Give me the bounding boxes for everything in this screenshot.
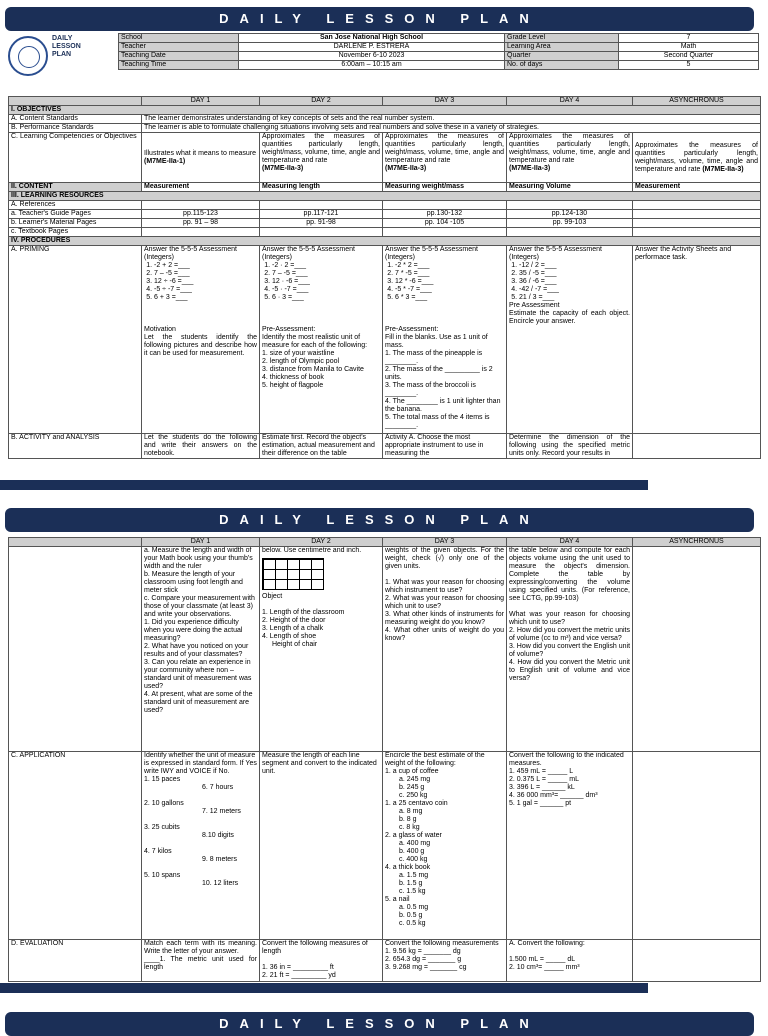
lm-day1: pp. 91 – 98 (142, 219, 260, 228)
content-heading: II. CONTENT (9, 183, 142, 192)
day-header-4-p2: DAY 4 (507, 538, 633, 547)
deped-seal-icon (8, 36, 48, 76)
tg-day4: pp.124-130 (507, 210, 633, 219)
day-header-async: ASYNCHRONUS (633, 97, 761, 106)
day-header-1: DAY 1 (142, 97, 260, 106)
procedures-heading: IV. PROCEDURES (9, 237, 761, 246)
activity-day1: Let the students do the following and write their answers on the notebook. (142, 434, 260, 459)
content-day4: Measuring Volume (507, 183, 633, 192)
application-day2: Measure the length of each line segment and convert to the indicated unit. (260, 752, 383, 940)
content-async: Measurement (633, 183, 761, 192)
school-value: San Jose National High School (239, 34, 505, 43)
resources-heading: III. LEARNING RESOURCES (9, 192, 761, 201)
content-day3: Measuring weight/mass (383, 183, 507, 192)
page-divider-2 (0, 983, 648, 993)
activity-cont-day2: below. Use centimetre and inch. Object 1. Length of the classroom 2. Height of the door 3. Length of a chalk 4. Length of shoe Height of chair (260, 547, 383, 752)
corner-cell (9, 97, 142, 106)
days-value: 5 (619, 61, 759, 70)
activity-label: B. ACTIVITY and ANALYSIS (9, 434, 142, 459)
priming-day3: Answer the 5-5-5 Assessment (Integers) 1. -2 * 2 =___ 2. 7 * -5 =___ 3. 12 * -6 =___ 4. -5 * -7 =___ 5. 6 * 3 =___ Pre-Assessment: Fill in the blanks. Use as 1 unit of mass. 1. The mass of the pineapple is ________. 2. The mass of the _________ is 2 units. 3. The mass of the broccoli is ________. 4. The ________ is 1 unit lighter than the banana. 5. The total mass of the 4 items is ________. (383, 246, 507, 434)
page-banner-3: DAILY LESSON PLAN (5, 1012, 754, 1036)
day-header-async-p2: ASYNCHRONUS (633, 538, 761, 547)
page-divider-1 (0, 480, 648, 490)
performance-standards-label: B. Performance Standards (9, 124, 142, 133)
competency-day4: Approximates the measures of quantities particularly length, weight/mass, volume, time, angle and temperature and rate (M7ME-IIa-3) (507, 133, 633, 183)
activity-day2: Estimate first. Record the object's estimation, actual measurement and their difference on the table (260, 434, 383, 459)
tg-day3: pp.130-132 (383, 210, 507, 219)
day-header-2-p2: DAY 2 (260, 538, 383, 547)
grade-value: 7 (619, 34, 759, 43)
evaluation-day4: A. Convert the following: 1.500 mL = _____ dL 2. 10 cm³= _____ mm³ (507, 940, 633, 982)
page-banner-2: DAILY LESSON PLAN (5, 508, 754, 532)
date-value: November 6-10 2023 (239, 52, 505, 61)
evaluation-label: D. EVALUATION (9, 940, 142, 982)
day-header-4: DAY 4 (507, 97, 633, 106)
tg-label: a. Teacher's Guide Pages (9, 210, 142, 219)
lm-day2: pp. 91-98 (260, 219, 383, 228)
application-day3: Encircle the best estimate of the weight of the following: 1. a cup of coffee a. 245 mg b. 245 g c. 250 kg 1. a 25 centavo coin a. 8 mg b. 8 g c. 8 kg 2. a glass of water a. 400 mg b. 400 g c. 400 kg 4. a thick book a. 1.5 mg b. 1.5 g c. 1.5 kg 5. a nail a. 0.5 mg b. 0.5 g c. 0.5 kg (383, 752, 507, 940)
grade-label: Grade Level (505, 34, 619, 43)
application-day1: Identify whether the unit of measure is expressed in standard form. If Yes write IWY and VOICE if No. 1. 15 paces 6. 7 hours 2. 10 gallons 7. 12 meters 3. 25 cubits 8.10 digits 4. 7 kilos 9. 8 meters 5. 10 spans 10. 12 liters (142, 752, 260, 940)
lm-day3: pp. 104 -105 (383, 219, 507, 228)
priming-day2: Answer the 5-5-5 Assessment (Integers) 1. -2 · 2 =___ 2. 7 – -5 =___ 3. 12 · -6 =___ 4. -5 · -7 =___ 5. 6 · 3 =___ Pre-Assessment: Identify the most realistic unit of measure for each of the following: 1. size of your waistline 2. length of Olympic pool 3. distance from Manila to Cavite 4. thickness of book 5. height of flagpole (260, 246, 383, 434)
content-day2: Measuring length (260, 183, 383, 192)
competencies-label: C. Learning Competencies or Objectives (9, 133, 142, 183)
page-banner: DAILY LESSON PLAN (5, 7, 754, 31)
evaluation-day3: Convert the following measurements 1. 9.56 kg = _______ dg 2. 654.3 dg = _______ g 3. 9.268 mg = _______ cg (383, 940, 507, 982)
teacher-value: DARLENE P. ESTRERA (239, 43, 505, 52)
quarter-label: Quarter (505, 52, 619, 61)
lesson-table-page2 (8, 537, 761, 982)
content-standards-label: A. Content Standards (9, 115, 142, 124)
priming-async: Answer the Activity Sheets and performace task. (633, 246, 761, 434)
objectives-heading: I. OBJECTIVES (9, 106, 761, 115)
activity-day3: Activity A. Choose the most appropriate instrument to use in measuring the (383, 434, 507, 459)
evaluation-day1: Match each term with its meaning. Write the letter of your answer. ____1. The metric unit used for length (142, 940, 260, 982)
days-label: No. of days (505, 61, 619, 70)
content-standards-text: The learner demonstrates understanding of key concepts of sets and the real number system. (142, 115, 761, 124)
activity-cont-day3: weights of the given objects. For the weight, check (√) only one of the given units. 1. What was your reason for choosing which instrument to use? 2. What was your reason for choosing which unit to use? 3. What other kinds of instruments for measuring weight do you know? 4. What other units of weight do you know? (383, 547, 507, 752)
day-header-3-p2: DAY 3 (383, 538, 507, 547)
header-table (118, 33, 759, 70)
content-day1: Measurement (142, 183, 260, 192)
time-label: Teaching Time (119, 61, 239, 70)
priming-label: A. PRIMING (9, 246, 142, 434)
quarter-value: Second Quarter (619, 52, 759, 61)
tg-day2: pp.117-121 (260, 210, 383, 219)
references-label: A. References (9, 201, 142, 210)
evaluation-day2: Convert the following measures of length 1. 36 in = _________ ft 2. 21 ft = _________ yd (260, 940, 383, 982)
application-day4: Convert the following to the indicated measures. 1. 459 mL = _____ L 2. 0.375 L = _____ mL 3. 396 L = ______ kL 4. 36 000 mm³= ______ dm³ 5. 1 gal = ______ pt (507, 752, 633, 940)
activity-day4: Determine the dimension of the following using the specified metric units only. Record your results in (507, 434, 633, 459)
performance-standards-text: The learner is able to formulate challenging situations involving sets and real numbers and solve these in a variety of strategies. (142, 124, 761, 133)
application-label: C. APPLICATION (9, 752, 142, 940)
area-label: Learning Area (505, 43, 619, 52)
competency-async: Approximates the measures of quantities particularly length, weight/mass, volume, time, angle and temperature and rate (M7ME-IIa-3) (633, 133, 761, 183)
priming-day1: Answer the 5-5-5 Assessment (Integers) 1. -2 + 2 =___ 2. 7 – -5 =___ 3. 12 ÷ -6 =___ 4. -5 ÷ -7 =___ 5. 6 + 3 =___ Motivation Let the students identify the following pictures and describe how it can be used for measurement. (142, 246, 260, 434)
teacher-label: Teacher (119, 43, 239, 52)
competency-day2: Approximates the measures of quantities particularly length, weight/mass, volume, time, angle and temperature and rate (M7ME-IIa-3) (260, 133, 383, 183)
area-value: Math (619, 43, 759, 52)
day-header-1-p2: DAY 1 (142, 538, 260, 547)
lm-label: b. Learner's Material Pages (9, 219, 142, 228)
competency-day1: Illustrates what it means to measure (M7ME-IIa-1) (142, 133, 260, 183)
priming-day4: Answer the 5-5-5 Assessment (Integers) 1. -12 / 2 =___ 2. 35 / -5 =___ 3. 36 / -6 =___ 4. -42 / -7 =___ 5. 21 / 3 =___ Pre Assessment Estimate the capacity of each object. Encircle your answer. (507, 246, 633, 434)
tb-label: c. Textbook Pages (9, 228, 142, 237)
logo-title: DAILY LESSON PLAN (52, 35, 81, 58)
corner-cell-2 (9, 538, 142, 547)
day-header-2: DAY 2 (260, 97, 383, 106)
activity-cont-day4: the table below and compute for each objects volume using the unit used to measure the object's dimension. Complete the table by expressing/converting the volume using specified units. (For reference, see LCTG, pp.99-103) What was your reason for choosing which unit to use? 2. How did you convert the metric units of volume (cc to m³) and vice versa? 3. How did you convert the English unit of volume? 4. How did you convert the Metric unit to English unit of volume and vice versa? (507, 547, 633, 752)
time-value: 6:00am – 10:15 am (239, 61, 505, 70)
school-label: School (119, 34, 239, 43)
activity-cont-day1: a. Measure the length and width of your Math book using your thumb's width and the ruler b. Measure the length of your classroom using foot length and meter stick c. Compare your measurement with those of your classmate (at least 3) and write your observations. 1. Did you experience difficulty when you were doing the actual measuring? 2. What have you noticed on your results and of your classmates? 3. Can you relate an experience in your community where non – standard unit of measurement was used? 4. At present, what are some of the standard unit of measurement are used? (142, 547, 260, 752)
competency-day3: Approximates the measures of quantities particularly length, weight/mass, volume, time, angle and temperature and rate (M7ME-IIa-3) (383, 133, 507, 183)
day-header-3: DAY 3 (383, 97, 507, 106)
date-label: Teaching Date (119, 52, 239, 61)
lm-day4: pp. 99-103 (507, 219, 633, 228)
record-table-grid (262, 558, 324, 590)
lesson-table-page1 (8, 96, 761, 459)
tg-day1: pp.115-123 (142, 210, 260, 219)
